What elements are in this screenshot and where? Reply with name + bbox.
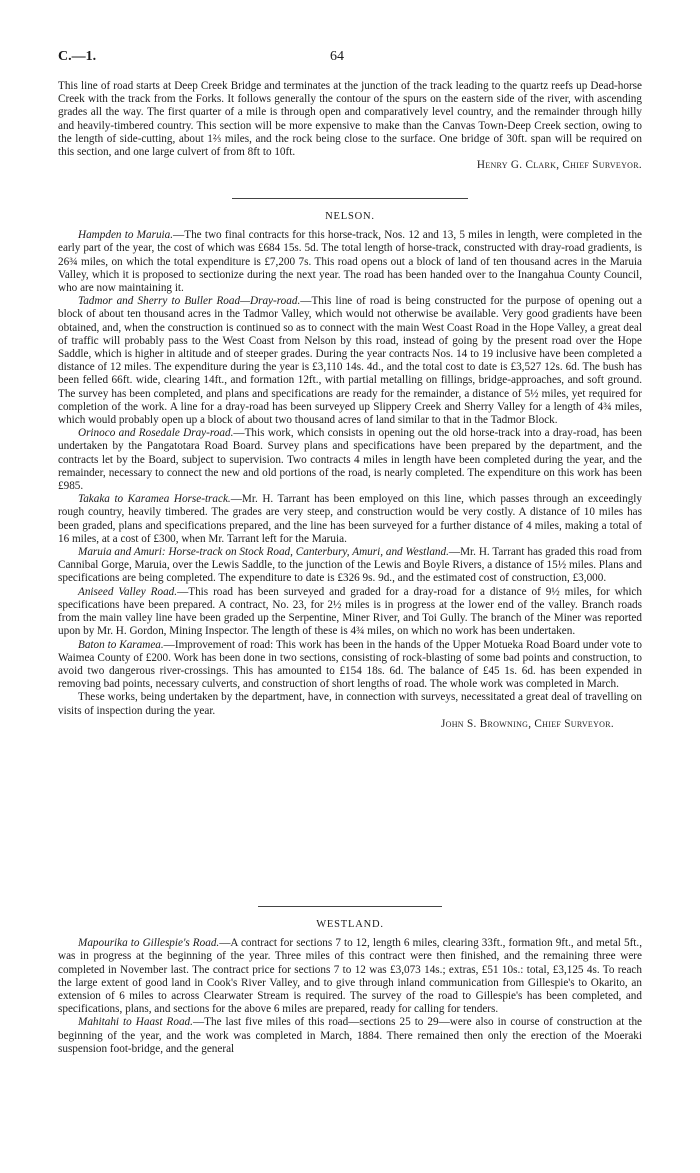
- nelson-item: [58, 295, 642, 427]
- nelson-closing: These works, being undertaken by the department, have, in connection with surveys, necessitated a great deal of travelling on visits of inspection during the year.: [58, 691, 642, 717]
- item-heading: Tadmor and Sherry to Buller Road—Dray-road.: [78, 295, 301, 308]
- nelson-section: [58, 210, 642, 731]
- nelson-item: [58, 493, 642, 546]
- item-heading: Mapourika to Gillespie's Road.: [78, 937, 220, 950]
- item-text: —A contract for sections 7 to 12, length 6 miles, clearing 33ft., formation 9ft., and metal 5ft., was in progress at the beginning of the year. Three miles of this contract were then finished, and the remaining three were completed in November last. The contract price for sections 7 to 12 was £3,073 14s.; extras, £51 10s.: total, £3,125 4s. To reach the large extent of good land in Cook's River Valley, and to give through inland communication from Gillespie's to Okarito, an extension of 6 miles to across Clearwater Stream is required. The survey of the road to Gillespie's has been completed, and specifications, plans, and sections for the above 6 miles are prepared, ready for calling for tenders.: [58, 937, 642, 1016]
- signature-text: Henry G. Clark, Chief Surveyor.: [476, 159, 642, 172]
- nelson-item: [58, 229, 642, 295]
- section-title-nelson: NELSON.: [325, 211, 375, 222]
- westland-item: [58, 937, 642, 1016]
- item-text: —This work, which consists in opening out the old horse-track into a dray-road, has been undertaken by the Pangatotara Road Board. Survey plans and specifications have been prepared by the department, and the contracts let by the Board, subject to supervision. Two contracts 4 miles in length have been completed during the year, and the remainder, necessary to connect the new and old portions of the road, is nearly completed. The expenditure on this work has been £985.: [58, 427, 643, 493]
- item-text: —This road has been surveyed and graded for a dray-road for a distance of 9½ miles, for which specifications have been prepared. A contract, No. 23, for 2½ miles is in progress at the lower end of the valley. Branch roads from the main valley line have been graded up the Serpentine, Miner River, and Toi Gully. The branch of the Miner was reported upon by Mr. H. Gordon, Mining Inspector. The length of these is 4¾ miles, on which no work has been undertaken.: [58, 585, 642, 638]
- intro-section: [58, 80, 642, 172]
- item-text: —Mr. H. Tarrant has graded this road from Cannibal Gorge, Maruia, over the Lewis Saddle, to the junction of the Lewis and Boyle Rivers, a distance of 15½ miles. Plans and specifications are being completed. The expenditure to date is £326 9s. 9d., and the estimated cost of construction, £3,000.: [58, 546, 642, 585]
- nelson-item: [58, 427, 642, 493]
- section-divider: [232, 198, 468, 199]
- westland-section: [58, 918, 642, 1056]
- item-heading: Mahitahi to Haast Road.: [78, 1016, 193, 1029]
- nelson-item: [58, 546, 642, 586]
- intro-paragraph: This line of road starts at Deep Creek Bridge and terminates at the junction of the track leading to the quartz reefs up Dead-horse Creek with the track from the Forks. It follows generally the contour of the spurs on the eastern side of the river, with ascending grades all the way. The first quarter of a mile is through open and comparatively level country, and the remainder through hilly and heavily-timbered country. This section will be more expensive to make than the Canvas Town-Deep Creek section, owing to the length of side-cutting, about 1⅔ miles, and the rock being close to the surface. One bridge of 30ft. span will be required on this section, and one large culvert of from 8ft to 10ft.: [58, 80, 642, 159]
- item-text: —The two final contracts for this horse-track, Nos. 12 and 13, 5 miles in length, were completed in the early part of the year, the cost of which was £684 15s. 5d. The total length of horse-track, constructed with dray-road gradients, is 26¾ miles, on which the total expenditure is £7,200 7s. This road opens out a block of land of ten thousand acres in the Maruia Valley, which it is proposed to sectionize during the next year. The road has been handed over to the Inangahua County Council, who are now maintaining it.: [58, 229, 643, 295]
- item-text: —The last five miles of this road—sections 25 to 29—were also in course of construction at the beginning of the year, and the work was completed in March, 1884. There remained then only the erection of the Moeraki suspension foot-bridge, and the general: [58, 1016, 642, 1055]
- signature-text: John S. Browning, Chief Surveyor.: [441, 717, 614, 730]
- item-heading: Maruia and Amuri: Horse-track on Stock Road, Canterbury, Amuri, and Westland.: [78, 546, 449, 559]
- page-number: 64: [330, 49, 344, 64]
- nelson-item: [58, 639, 642, 692]
- section-divider: [258, 906, 442, 907]
- document-reference: C.—1.: [58, 49, 97, 64]
- item-text: —Improvement of road: This work has been in the hands of the Upper Motueka Road Board under vote to Waimea County of £200. Work has been done in two sections, consisting of rock-blasting of some bad points and construction, to avoid two dangerous river-crossings. This has amounted to £154 18s. 6d. The balance of £45 1s. 6d. has been expended in removing bad points, necessary culverts, and construction of short lengths of road. The whole work was completed in March.: [58, 638, 642, 691]
- nelson-item: [58, 586, 642, 639]
- item-text: —Mr. H. Tarrant has been employed on this line, which passes through an exceedingly rough country, heavily timbered. The grades are very steep, and construction would be very costly. A distance of 10 miles has been graded, plans and specifications prepared, and the line has been surveyed for a further distance of 4 miles, making a total of 16 miles, at a cost of £300, when Mr. Tarrant left for the Maruia.: [58, 493, 642, 545]
- item-heading: Takaka to Karamea Horse-track.: [78, 493, 231, 506]
- item-heading: Orinoco and Rosedale Dray-road.: [78, 427, 234, 440]
- item-heading: Hampden to Maruia.: [78, 229, 174, 242]
- nelson-signature: [58, 718, 642, 731]
- westland-item: [58, 1016, 642, 1056]
- intro-signature: [58, 159, 642, 172]
- item-heading: Baton to Karamea.: [78, 638, 164, 651]
- section-title-westland: WESTLAND.: [316, 919, 384, 930]
- item-text: —This line of road is being constructed for the purpose of opening out a block of about ten thousand acres in the Tadmor Valley, which would not otherwise be available. Very good gradients have been obtained, and, when the construction is continued so as to connect with the main West Coast Road in the Hope Valley, a great deal of traffic will probably pass to the West Coast from Nelson by this road, instead of going by the present road over the Hope Saddle, which is higher in altitude and of steeper grades. During the year contracts Nos. 14 to 19 inclusive have been completed a distance of 12 miles. The expenditure during the year is £3,110 14s. 4d., and the total cost to date is £3,527 12s. 6d. The bush has been felled 66ft. wide, clearing 14ft., and formation 12ft., with partial metalling on fillings, bridge-approaches, and soft ground. The survey has been completed, and plans and specifications are ready for the remainder, a distance of 5½ miles, yet required for completion of the work. A line for a dray-road has been surveyed up Slippery Creek and Sherry Valley for a length of 4¾ miles, which would probably open up a block of about two thousand acres of land similar to that in the Tadmor Block.: [58, 295, 642, 427]
- item-heading: Aniseed Valley Road.: [78, 585, 178, 598]
